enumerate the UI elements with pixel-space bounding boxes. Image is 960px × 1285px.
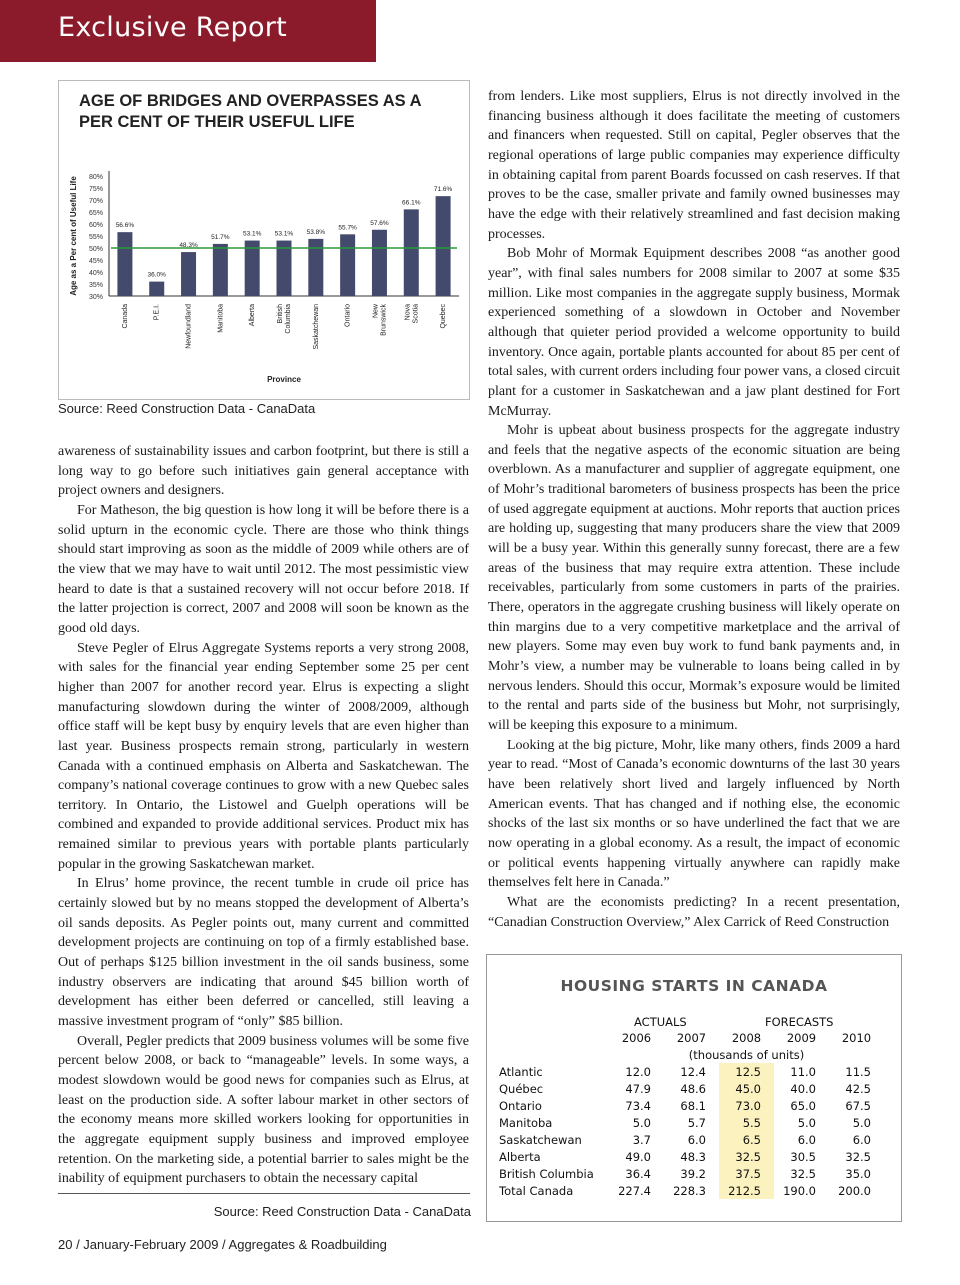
table-cell: 5.0 [852, 1115, 871, 1130]
table-cell: 73.0 [719, 1097, 774, 1114]
paragraph: Steve Pegler of Elrus Aggregate Systems reports a very strong 2008, with sales for the financial year ending September some 25 per cent higher than 2007 for another record year. Elrus is expecting a slight manufacturing slowdown during the winter of 2008/2009, although office staff will be kept busy by enquiry levels that are even higher than last year. Business prospects remain strong, particularly in western Canada with a continued emphasis on Alberta and Saskatchewan. The company’s national coverage continues to grow with a new Quebec sales territory. In Ontario, the Listowel and Guelph operations will be combined and expanded to provide additional services. Product mix has remained similar to previous years with portable plants particularly popular in the growing Saskatchewan market. [58, 640, 469, 872]
table-row [499, 1182, 884, 1199]
bar [149, 282, 164, 296]
table-cell: 5.0 [797, 1115, 816, 1130]
bridges-chart [58, 80, 470, 400]
table-cell: 11.0 [790, 1064, 816, 1079]
bar [213, 244, 228, 296]
year-header: 2010 [841, 1030, 872, 1045]
table-cell: 6.5 [719, 1131, 774, 1148]
table-cell: 39.2 [680, 1166, 706, 1181]
table-cell: 6.0 [797, 1132, 816, 1147]
category-label: Newfoundland [185, 304, 193, 349]
housing-starts-table [486, 954, 902, 1222]
paragraph: Mohr is upbeat about business prospects for the aggregate industry and feels that the negative aspects of the economic situation are being overblown. As a manufacturer and supplier of aggregate equipment, one of Mohr’s traditional barometers of business prospects has been the price of used aggregate equipment at auctions. Mohr reports that auction prices are holding up, suggesting that many producers share the view that 2009 will be a busy year. Within this generally sunny forecast, there are a few areas of the business that may require extra attention. These include receivables, particularly from some customers in parts of the prairies. There, operators in the aggregate crushing business will likely operate on thin margins due to a very competitive marketplace and the arrival of new players. Some may even buy work to fund bank payments and, in Mohr’s view, a number may be vulnerable to loans being called in by nervous lenders. Should this occur, Mormak’s exposure would be limited to the rental and parts side of the business but Mohr, not surprisingly, will be keeping this exposure to a minimum. [488, 423, 900, 733]
category-label: NewBrunswick [372, 304, 388, 336]
region-label: British Columbia [499, 1166, 594, 1181]
region-label: Alberta [499, 1149, 541, 1164]
bar-value-label: 53.1% [274, 230, 294, 238]
x-axis-title: Province [267, 375, 301, 384]
paragraph: What are the economists predicting? In a recent presentation, “Canadian Construction Overview,” Alex Carrick of Reed Construction [488, 894, 900, 930]
right-column [488, 87, 900, 932]
region-label: Atlantic [499, 1064, 543, 1079]
bar [245, 241, 260, 296]
year-header: 2008 [731, 1030, 762, 1045]
chart-title: AGE OF BRIDGES AND OVERPASSES AS A PER CENT OF THEIR USEFUL LIFE [79, 92, 421, 131]
table-cell: 5.0 [632, 1115, 651, 1130]
table-cell: 228.3 [673, 1183, 706, 1198]
table-cell: 48.6 [680, 1081, 706, 1096]
housing-table-grid [499, 1029, 884, 1199]
table-cell: 30.5 [790, 1149, 816, 1164]
table-cell: 47.9 [625, 1081, 651, 1096]
table-cell: 6.0 [852, 1132, 871, 1147]
bar [277, 241, 292, 296]
bar-value-label: 55.7% [338, 224, 357, 232]
table-cell: 68.1 [680, 1098, 706, 1113]
table-cell: 36.4 [625, 1166, 651, 1181]
table-cell: 6.0 [687, 1132, 706, 1147]
chart-source: Source: Reed Construction Data - CanaData [58, 401, 316, 416]
divider [58, 1193, 470, 1194]
category-label: Quebec [440, 304, 448, 329]
y-tick-label: 30% [88, 294, 103, 301]
table-cell: 32.5 [790, 1166, 816, 1181]
table-cell: 73.4 [625, 1098, 651, 1113]
table-cell: 12.5 [719, 1063, 774, 1080]
category-label: BritishColumbia [277, 304, 292, 334]
y-tick-label: 75% [88, 186, 103, 193]
bar-value-label: 53.8% [306, 228, 326, 236]
table-cell: 67.5 [845, 1098, 871, 1113]
year-header: 2006 [621, 1030, 652, 1045]
left-column [58, 442, 469, 1189]
category-label: Saskatchewan [312, 304, 320, 350]
housing-table-title: HOUSING STARTS IN CANADA [560, 977, 828, 995]
paragraph: Bob Mohr of Mormak Equipment describes 2008 “as another good year”, with final sales numbers for 2008 similar to 2007 at some $35 million. Like most companies in the aggregate supply business, Mormak experienced something of a slowdown in October and November although that quieter period provided a welcome opportunity to build inventory. Once again, portable plants accounted for about 85 per cent of total sales, with current orders including four power vans, a closed circuit plant for a customer in Saskatchewan and a jaw plant destined for Fort McMurray. [488, 246, 900, 419]
table-row [499, 1165, 884, 1182]
year-header-row [499, 1029, 884, 1046]
table-cell: 200.0 [838, 1183, 871, 1198]
table-cell: 3.7 [632, 1132, 651, 1147]
paragraph: Overall, Pegler predicts that 2009 business volumes will be some five percent below 2008, or back to “manageable” levels. In some ways, a modest slowdown would be good news for companies such as Elrus, at least on the production side. A softer labour market in other sectors of the economy means more skilled workers looking for opportunities in the aggregate equipment supply business and improved employee retention. On the marketing side, a potential barrier to sales might be the inability of equipment purchasers to obtain the necessary capital [58, 1033, 469, 1187]
table-row [499, 1148, 884, 1165]
table-cell: 35.0 [845, 1166, 871, 1181]
y-tick-label: 60% [88, 222, 103, 229]
table-row [499, 1114, 884, 1131]
bar [117, 232, 132, 296]
region-label: Ontario [499, 1098, 542, 1113]
table-row [499, 1131, 884, 1148]
category-label: P.E.I. [153, 304, 161, 321]
region-label: Saskatchewan [499, 1132, 582, 1147]
bridges-chart-plot [59, 81, 469, 399]
units-row [499, 1046, 884, 1063]
table-cell: 32.5 [719, 1148, 774, 1165]
paragraph: awareness of sustainability issues and carbon footprint, but there is still a long way to go before such initiatives gain general acceptance with project owners and designers. [58, 444, 469, 499]
table-cell: 37.5 [719, 1165, 774, 1182]
table-cell: 190.0 [783, 1183, 816, 1198]
year-header: 2007 [676, 1030, 707, 1045]
category-label: Canada [121, 304, 129, 329]
paragraph: In Elrus’ home province, the recent tumble in crude oil price has certainly slowed but by no means stopped the development of Alberta’s oil sands deposits. As Pegler points out, many current and committed development projects are continuing on top of a firmly established base. Out of perhaps $125 billion investment in the oil sands business, some industry observers are indicating that around $45 billion worth of development has either been deferred or cancelled, still leaving a massive investment program of “only” $85 billion. [58, 876, 469, 1030]
bar-value-label: 53.1% [242, 230, 262, 238]
y-tick-label: 80% [88, 174, 103, 181]
category-label: Manitoba [217, 304, 225, 333]
units-label: (thousands of units) [688, 1047, 805, 1062]
category-label: NovaScotia [404, 304, 420, 324]
paragraph: Looking at the big picture, Mohr, like many others, finds 2009 a hard year to read. “Most of Canada’s economic downturns of the last 30 years have been relatively short lived and largely influenced by North American events. That has changed and if nothing else, the economic shocks of the last six months or so have underlined the fact that we are now operating in a global economy. As a result, the impact of economic or political events happening virtually anywhere can rapidly make themselves felt here in Canada.” [488, 737, 900, 891]
bar-value-label: 57.6% [370, 219, 389, 227]
table-source: Source: Reed Construction Data - CanaData [213, 1204, 471, 1219]
table-cell: 42.5 [845, 1081, 871, 1096]
y-tick-label: 50% [88, 246, 103, 253]
bar [404, 209, 419, 296]
table-cell: 5.5 [719, 1114, 774, 1131]
bar-value-label: 71.6% [433, 186, 453, 194]
table-row [499, 1063, 884, 1080]
section-banner [0, 0, 376, 62]
table-cell: 11.5 [845, 1064, 871, 1079]
paragraph: For Matheson, the big question is how long it will be before there is a solid upturn in the economic cycle. There are those who think things should start improving as soon as the middle of 2009 while others are of the view that we may have to wait until 2012. The most pessimistic view heard to date is that a sustained recovery will not occur before 2018. If the latter projection is correct, 2007 and 2008 will soon be known as the good old days. [58, 502, 469, 636]
table-row [499, 1097, 884, 1114]
paragraph: from lenders. Like most suppliers, Elrus is not directly involved in the financing business although it does facilitate the meeting of customers and financers when requested. Still on capital, Pegler observes that the regional operations of large public companies may experience difficulty in obtaining capital from parent Boards focussed on cash reserves. If that proves to be the case, smaller private and family owned businesses may have the edge with their relatively streamlined and fast decision making processes. [488, 89, 900, 242]
y-tick-label: 65% [88, 210, 103, 217]
table-cell: 32.5 [845, 1149, 871, 1164]
table-cell: 212.5 [719, 1182, 774, 1199]
table-cell: 49.0 [625, 1149, 651, 1164]
table-cell: 12.4 [680, 1064, 706, 1079]
bar [181, 252, 196, 296]
banner-title: Exclusive Report [58, 12, 288, 43]
y-tick-label: 55% [88, 234, 103, 241]
table-cell: 12.0 [625, 1064, 651, 1079]
category-label: Ontario [344, 304, 352, 327]
y-tick-label: 35% [88, 282, 103, 289]
table-cell: 40.0 [790, 1081, 816, 1096]
bar [436, 196, 451, 296]
y-tick-label: 45% [88, 258, 103, 265]
bar-value-label: 66.1% [402, 199, 421, 207]
bar [340, 234, 355, 296]
region-label: Québec [499, 1081, 544, 1096]
table-cell: 5.7 [687, 1115, 706, 1130]
bar-value-label: 51.7% [211, 233, 230, 241]
category-label: Alberta [249, 304, 257, 327]
y-tick-label: 40% [88, 270, 103, 277]
group-actuals: ACTUALS [634, 1015, 687, 1029]
page-footer: 20 / January-February 2009 / Aggregates & Roadbuilding [58, 1237, 387, 1252]
y-axis-title: Age as a Per cent of Useful Life [69, 176, 78, 296]
region-label: Manitoba [499, 1115, 553, 1130]
table-cell: 227.4 [618, 1183, 651, 1198]
table-cell: 48.3 [680, 1149, 706, 1164]
year-header: 2009 [786, 1030, 817, 1045]
region-label: Total Canada [499, 1183, 574, 1198]
table-row [499, 1080, 884, 1097]
y-tick-label: 70% [88, 198, 103, 205]
table-cell: 45.0 [719, 1080, 774, 1097]
group-forecasts: FORECASTS [765, 1015, 834, 1029]
bar-value-label: 36.0% [147, 271, 166, 279]
bar [372, 230, 387, 296]
bar-value-label: 56.6% [115, 222, 135, 230]
bar-value-label: 48.3% [179, 242, 198, 250]
table-cell: 65.0 [790, 1098, 816, 1113]
